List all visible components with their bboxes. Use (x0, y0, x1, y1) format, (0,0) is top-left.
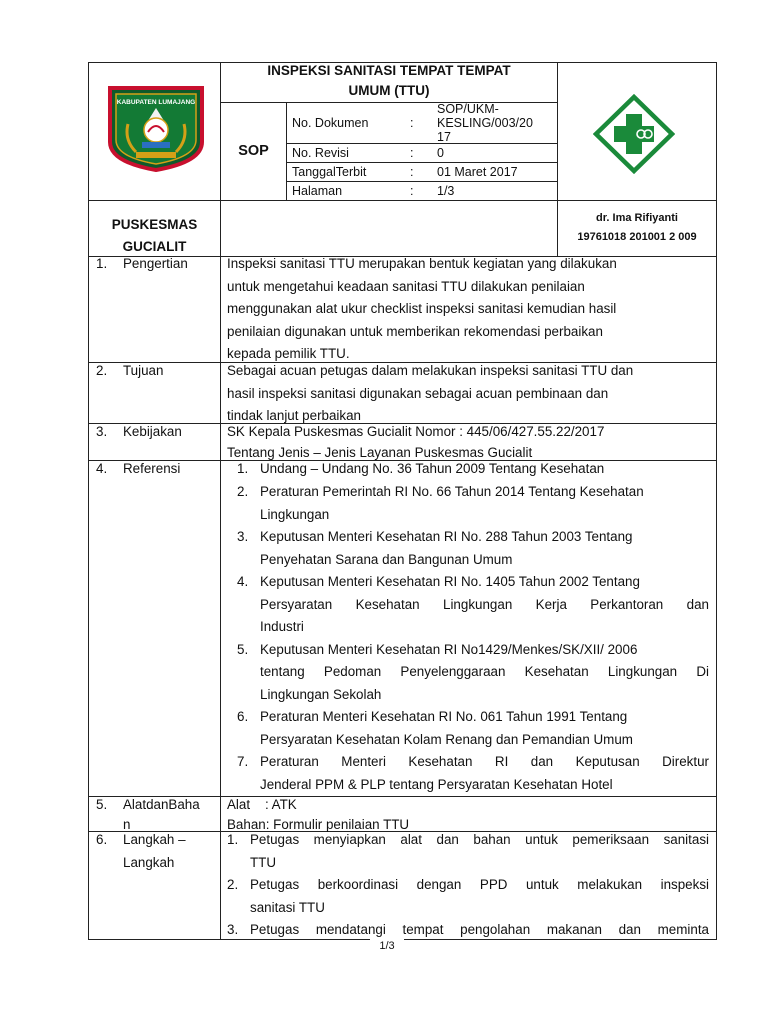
meta-value-tanggal: 01 Maret 2017 (437, 165, 518, 179)
referensi-item-3-line-1: Keputusan Menteri Kesehatan RI No. 288 Tahun 2003 Tentang (260, 529, 633, 544)
meta-value-halaman: 1/3 (437, 184, 455, 198)
referensi-item-number: 4. (237, 574, 249, 589)
referensi-item-4-line-2: Persyaratan Kesehatan Lingkungan Kerja Perkantoran dan (260, 596, 709, 612)
langkah-item-2-line-1: Petugas berkoordinasi dengan PPD untuk melakukan inspeksi (250, 877, 709, 892)
meta-row-divider-2 (286, 162, 557, 163)
meta-value-dokumen-line1: SOP/UKM- (437, 102, 499, 116)
row-label-alat-line-2: n (123, 817, 131, 832)
column-divider-right (557, 62, 558, 256)
row-label-langkah-line-2: Langkah (123, 854, 175, 870)
row-number-6: 6. (96, 832, 108, 847)
referensi-item-1-line-1: Undang – Undang No. 36 Tahun 2009 Tentang Kesehatan (260, 461, 605, 476)
referensi-item-number: 2. (237, 484, 249, 499)
row-label-pengertian: Pengertian (123, 256, 188, 271)
meta-label-revisi: No. Revisi (292, 146, 349, 160)
meta-sep-dokumen: : (410, 116, 414, 130)
table-border-left (88, 62, 89, 939)
meta-label-tanggal: TanggalTerbit (292, 165, 367, 179)
pengertian-line-5: kepada pemilik TTU. (227, 346, 350, 361)
row-number-1: 1. (96, 256, 108, 271)
row-label-langkah-line-1: Langkah – (123, 832, 186, 847)
referensi-item-5-line-2: tentang Pedoman Penyelenggaraan Kesehatan Lingkungan Di (260, 664, 709, 679)
meta-value-dokumen-line2: KESLING/003/20 (437, 116, 533, 130)
meta-sep-tanggal: : (410, 165, 414, 179)
meta-value-revisi: 0 (437, 146, 444, 160)
document-title-line2: UMUM (TTU) (348, 83, 430, 98)
langkah-item-3-line-1: Petugas mendatangi tempat pengolahan makanan dan meminta (250, 922, 709, 937)
org-name-line1: PUSKESMAS (111, 217, 198, 232)
alat-line: Alat : ATK (227, 797, 297, 812)
header-divider (88, 200, 716, 201)
pengertian-line-3: menggunakan alat ukur checklist inspeksi sanitasi kemudian hasil (227, 301, 617, 316)
referensi-item-6-line-2: Persyaratan Kesehatan Kolam Renang dan Pemandian Umum (260, 731, 633, 747)
sop-label: SOP (238, 143, 269, 159)
langkah-item-1-line-2: TTU (250, 854, 277, 870)
org-name-line2: GUCIALIT (122, 239, 187, 254)
pengertian-line-2: untuk mengetahui keadaan sanitasi TTU dilakukan penilaian (227, 278, 585, 294)
pengertian-line-1: Inspeksi sanitasi TTU merupakan bentuk kegiatan yang dilakukan (227, 256, 617, 271)
referensi-item-2-line-2: Lingkungan (260, 506, 330, 522)
tujuan-line-3: tindak lanjut perbaikan (227, 408, 361, 423)
tujuan-line-2: hasil inspeksi sanitasi digunakan sebagai acuan pembinaan dan (227, 385, 609, 401)
kebijakan-line-1: SK Kepala Puskesmas Gucialit Nomor : 445/06/427.55.22/2017 (227, 424, 605, 439)
row-label-tujuan: Tujuan (123, 363, 164, 378)
puskesmas-logo (593, 94, 675, 174)
referensi-item-2-line-1: Peraturan Pemerintah RI No. 66 Tahun 2014 Tentang Kesehatan (260, 484, 644, 499)
referensi-item-number: 7. (237, 754, 249, 769)
row-label-alat-line-1: AlatdanBaha (123, 797, 200, 812)
referensi-item-4-line-3: Industri (260, 619, 304, 634)
row-number-4: 4. (96, 461, 108, 476)
referensi-item-6-line-1: Peraturan Menteri Kesehatan RI No. 061 Tahun 1991 Tentang (260, 709, 628, 724)
row-number-3: 3. (96, 424, 108, 439)
referensi-item-5-line-1: Keputusan Menteri Kesehatan RI No1429/Menkes/SK/XII/ 2006 (260, 641, 638, 657)
row-label-kebijakan: Kebijakan (123, 424, 182, 439)
kebijakan-line-2: Tentang Jenis – Jenis Layanan Puskesmas Gucialit (227, 445, 533, 460)
referensi-item-number: 1. (237, 461, 249, 476)
langkah-item-2-line-2: sanitasi TTU (250, 899, 325, 915)
meta-label-dokumen: No. Dokumen (292, 116, 369, 130)
title-divider (220, 102, 557, 103)
langkah-item-1-line-1: Petugas menyiapkan alat dan bahan untuk pemeriksaan sanitasi (250, 832, 709, 847)
meta-label-halaman: Halaman (292, 184, 343, 198)
langkah-item-number: 2. (227, 877, 239, 892)
signer-id: 19761018 201001 2 009 (577, 231, 697, 243)
tujuan-line-1: Sebagai acuan petugas dalam melakukan inspeksi sanitasi TTU dan (227, 363, 634, 378)
referensi-item-number: 6. (237, 709, 249, 724)
referensi-item-number: 3. (237, 529, 249, 544)
meta-sep-halaman: : (410, 184, 414, 198)
referensi-item-3-line-2: Penyehatan Sarana dan Bangunan Umum (260, 551, 513, 567)
sop-divider (286, 102, 287, 200)
row-number-5: 5. (96, 797, 108, 812)
kabupaten-logo (106, 80, 206, 172)
referensi-item-number: 5. (237, 641, 249, 657)
referensi-item-7-line-2: Jenderal PPM & PLP tentang Persyaratan Kesehatan Hotel (260, 776, 613, 792)
bahan-line: Bahan: Formulir penilaian TTU (227, 817, 410, 832)
langkah-item-number: 3. (227, 922, 239, 937)
logo-text: KABUPATEN LUMAJANG (116, 99, 196, 106)
table-border-right (716, 62, 717, 939)
meta-row-divider-3 (286, 181, 557, 182)
langkah-item-number: 1. (227, 832, 239, 847)
meta-value-dokumen-line3: 17 (437, 130, 451, 144)
pengertian-line-4: penilaian digunakan untuk memberikan rekomendasi perbaikan (227, 323, 603, 339)
meta-sep-revisi: : (410, 146, 414, 160)
column-divider-left (220, 62, 221, 939)
referensi-item-5-line-3: Lingkungan Sekolah (260, 686, 382, 702)
meta-row-divider-1 (286, 143, 557, 144)
document-title-line1: INSPEKSI SANITASI TEMPAT TEMPAT (267, 63, 511, 78)
referensi-item-4-line-1: Keputusan Menteri Kesehatan RI No. 1405 Tahun 2002 Tentang (260, 574, 640, 589)
row-number-2: 2. (96, 363, 108, 378)
row-label-referensi: Referensi (123, 461, 181, 476)
page-number: 1/3 (379, 940, 395, 952)
signer-name: dr. Ima Rifiyanti (596, 212, 678, 224)
referensi-item-7-line-1: Peraturan Menteri Kesehatan RI dan Keputusan Direktur (260, 754, 709, 769)
